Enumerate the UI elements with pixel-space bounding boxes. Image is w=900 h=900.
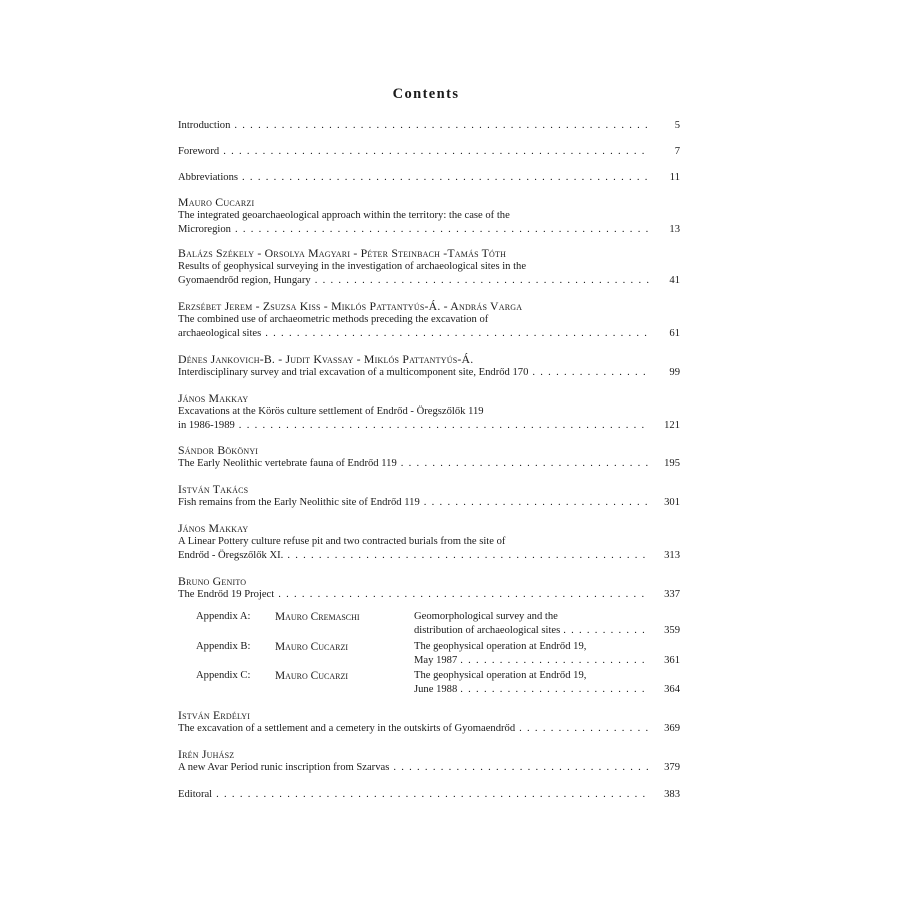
- entry-title-line: The integrated geoarchaeological approach within the territory: the case of the: [178, 210, 510, 221]
- page-number: 11: [669, 172, 680, 183]
- toc-entry: [178, 299, 680, 341]
- appendix-label: Appendix C:: [196, 670, 251, 681]
- toc-entry: [178, 482, 680, 510]
- leader-dots: [315, 274, 650, 288]
- toc-entry: [178, 574, 680, 602]
- entry-author: János Makkay: [178, 521, 249, 535]
- entry-title: Introduction: [178, 120, 231, 131]
- entry-title-line: Gyomaendrőd region, Hungary: [178, 275, 311, 286]
- entry-title: Editoral: [178, 789, 213, 800]
- entry-title: Abbreviations: [178, 172, 239, 183]
- page-number: 301: [664, 497, 680, 508]
- page-number: 313: [664, 550, 680, 561]
- entry-title-line: Fish remains from the Early Neolithic site of Endrőd 119: [178, 497, 420, 508]
- page-number: 99: [669, 367, 680, 378]
- leader-dots: [519, 722, 650, 736]
- page-number: 337: [664, 589, 680, 600]
- entry-title-line: Interdisciplinary survey and trial excavation of a multicomponent site, Endrőd 170: [178, 367, 529, 378]
- entry-title-line: Endrőd - Öregszőlők XI.: [178, 550, 284, 561]
- appendix-author: Mauro Cucarzi: [275, 641, 349, 653]
- appendix-title-line: June 1988: [414, 684, 458, 695]
- leader-dots: [424, 496, 650, 510]
- page-number: 359: [664, 625, 680, 636]
- page-number: 5: [674, 120, 680, 131]
- entry-title-line: The combined use of archaeometric methods preceding the excavation of: [178, 314, 489, 325]
- entry-author: Dénes Jankovich-B. - Judit Kvassay - Miklós Pattantyús-Á.: [178, 352, 474, 366]
- page-number: 61: [669, 328, 680, 339]
- leader-dots: [287, 549, 650, 563]
- entry-title-line: The excavation of a settlement and a cemetery in the outskirts of Gyomaendrőd: [178, 723, 516, 734]
- entry-title-line: archaeological sites: [178, 328, 262, 339]
- page-number: 41: [669, 275, 680, 286]
- leader-dots: [239, 419, 650, 433]
- leader-dots: [393, 761, 650, 775]
- toc-entry: [178, 747, 680, 775]
- leader-dots: [242, 171, 650, 185]
- toc-entry: [178, 145, 680, 159]
- entry-title-line: in 1986-1989: [178, 420, 235, 431]
- entry-author: Mauro Cucarzi: [178, 195, 255, 209]
- page-number: 195: [664, 458, 680, 469]
- appendix-label: Appendix B:: [196, 641, 251, 652]
- entry-title-line: A new Avar Period runic inscription from Szarvas: [178, 762, 390, 773]
- leader-dots: [460, 654, 650, 668]
- entry-title-line: The Early Neolithic vertebrate fauna of Endrőd 119: [178, 458, 397, 469]
- entry-author: Irén Juhász: [178, 747, 235, 761]
- page-number: 369: [664, 723, 680, 734]
- leader-dots: [563, 624, 650, 638]
- leader-dots: [278, 588, 650, 602]
- appendix-title-line: The geophysical operation at Endrőd 19,: [414, 670, 587, 681]
- page-number: 361: [664, 655, 680, 666]
- page-number: 379: [664, 762, 680, 773]
- entry-title-line: The Endrőd 19 Project: [178, 589, 275, 600]
- toc-entry: [178, 195, 680, 237]
- toc-entry: [178, 788, 680, 802]
- page-number: 7: [674, 146, 680, 157]
- appendix-label: Appendix A:: [196, 611, 251, 622]
- leader-dots: [460, 683, 650, 697]
- leader-dots: [265, 327, 650, 341]
- entry-title-line: Excavations at the Körös culture settlement of Endrőd - Öregszőlők 119: [178, 406, 484, 417]
- leader-dots: [234, 119, 650, 133]
- appendix-title-line: May 1987: [414, 655, 458, 666]
- appendix-title-line: The geophysical operation at Endrőd 19,: [414, 641, 587, 652]
- appendix-author: Mauro Cucarzi: [275, 670, 349, 682]
- page-number: 383: [664, 789, 680, 800]
- entry-title-line: A Linear Pottery culture refuse pit and two contracted burials from the site of: [178, 536, 506, 547]
- appendix-author: Mauro Cremaschi: [275, 611, 360, 623]
- entry-title-line: Microregion: [178, 224, 231, 235]
- appendix-title-line: distribution of archaeological sites: [414, 625, 561, 636]
- leader-dots: [223, 145, 650, 159]
- page-number: 121: [664, 420, 680, 431]
- page-number: 364: [664, 684, 680, 695]
- toc-entry: [178, 246, 680, 288]
- toc-entry: [178, 708, 680, 736]
- entry-author: Balázs Székely - Orsolya Magyari - Péter Steinbach -Tamás Tóth: [178, 246, 507, 260]
- leader-dots: [401, 457, 650, 471]
- leader-dots: [216, 788, 650, 802]
- entry-title-line: Results of geophysical surveying in the investigation of archaeological sites in the: [178, 261, 527, 272]
- toc-entry: [178, 352, 680, 380]
- toc-entry: [178, 171, 680, 185]
- entry-author: Bruno Genito: [178, 574, 247, 588]
- toc-entry: [178, 119, 680, 133]
- entry-title: Foreword: [178, 146, 220, 157]
- leader-dots: [532, 366, 650, 380]
- toc-entry: [178, 521, 680, 563]
- appendix-title-line: Geomorphological survey and the: [414, 611, 558, 622]
- toc-entry: [178, 391, 680, 433]
- entry-author: Erzsébet Jerem - Zsuzsa Kiss - Miklós Pattantyús-Á. - András Varga: [178, 299, 523, 313]
- entry-author: István Erdélyi: [178, 708, 251, 722]
- entry-author: István Takács: [178, 482, 249, 496]
- toc-entry: [178, 443, 680, 471]
- leader-dots: [235, 223, 650, 237]
- entry-author: János Makkay: [178, 391, 249, 405]
- page-title: Contents: [392, 86, 460, 102]
- entry-author: Sándor Bökönyi: [178, 443, 259, 457]
- page-number: 13: [669, 224, 680, 235]
